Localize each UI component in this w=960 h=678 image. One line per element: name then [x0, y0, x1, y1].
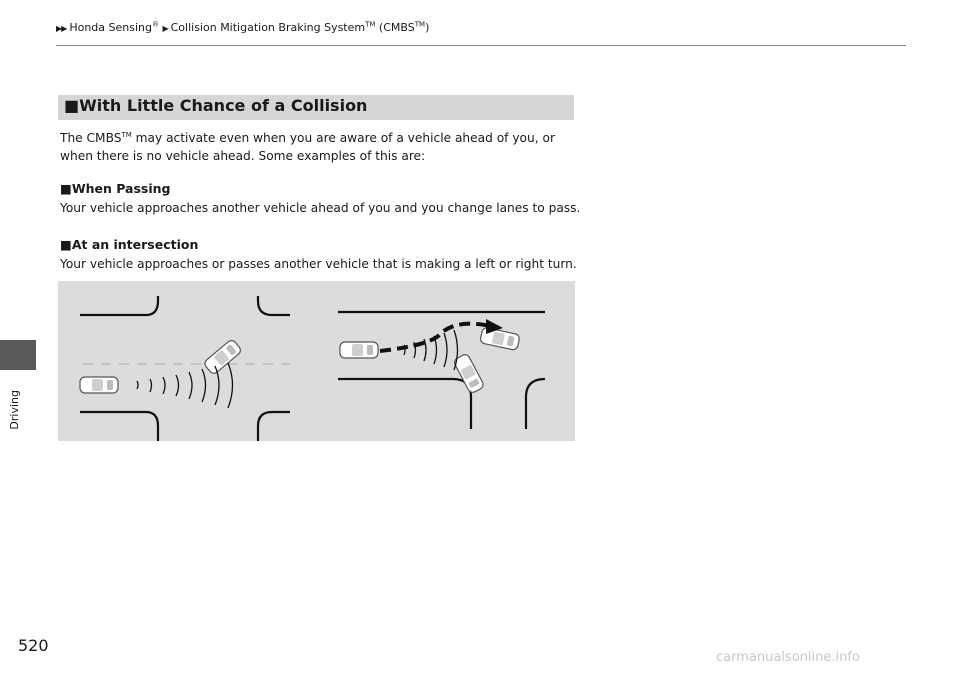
road-edge	[526, 379, 545, 429]
intro-line: when there is no vehicle ahead. Some examples of this are:	[60, 149, 426, 164]
subheading-at-intersection: ■At an intersection	[60, 237, 199, 252]
road-edge	[338, 379, 471, 429]
radar-waves	[404, 330, 458, 370]
breadcrumb-item-cmbs[interactable]: Collision Mitigation Braking System™ (CMBS™)	[170, 20, 430, 34]
chapter-tab[interactable]	[0, 340, 36, 370]
road-edge	[258, 296, 290, 315]
section-header	[58, 95, 574, 120]
subheading-when-passing: ■When Passing	[60, 181, 171, 196]
square-bullet-icon: ■	[60, 181, 72, 196]
road-edge	[80, 296, 158, 315]
intersection-scene	[80, 296, 290, 441]
illustration-svg	[58, 281, 575, 441]
intro-line: The CMBS™ may activate even when you are aware of a vehicle ahead of you, or	[60, 131, 555, 146]
breadcrumb-arrow-icon: ▶▶	[56, 23, 67, 33]
header-divider	[56, 45, 906, 46]
square-bullet-icon: ■	[60, 237, 72, 252]
paragraph-at-intersection: Your vehicle approaches or passes another vehicle that is making a left or right turn.	[60, 257, 577, 271]
chapter-label: Driving	[8, 390, 21, 430]
passed-car-icon	[480, 327, 520, 351]
watermark: carmanualsonline.info	[716, 650, 860, 665]
road-edge	[80, 412, 158, 441]
breadcrumb-item-honda-sensing[interactable]: Honda Sensing®	[69, 20, 159, 34]
passing-scene	[338, 312, 545, 429]
paragraph-when-passing: Your vehicle approaches another vehicle ahead of you and you change lanes to pass.	[60, 201, 581, 215]
breadcrumb	[56, 20, 429, 34]
turning-car-icon	[203, 339, 242, 376]
breadcrumb-arrow-icon: ▶	[162, 23, 168, 33]
page-number: 520	[18, 636, 49, 655]
road-edge	[258, 412, 290, 441]
intro-paragraph	[60, 126, 555, 165]
own-car-icon	[340, 342, 378, 358]
square-bullet-icon: ■	[64, 96, 80, 115]
illustration-panel	[58, 281, 575, 441]
crossing-car-icon	[453, 353, 485, 394]
section-title: ■With Little Chance of a Collision	[64, 96, 368, 115]
own-car-icon	[80, 377, 118, 393]
